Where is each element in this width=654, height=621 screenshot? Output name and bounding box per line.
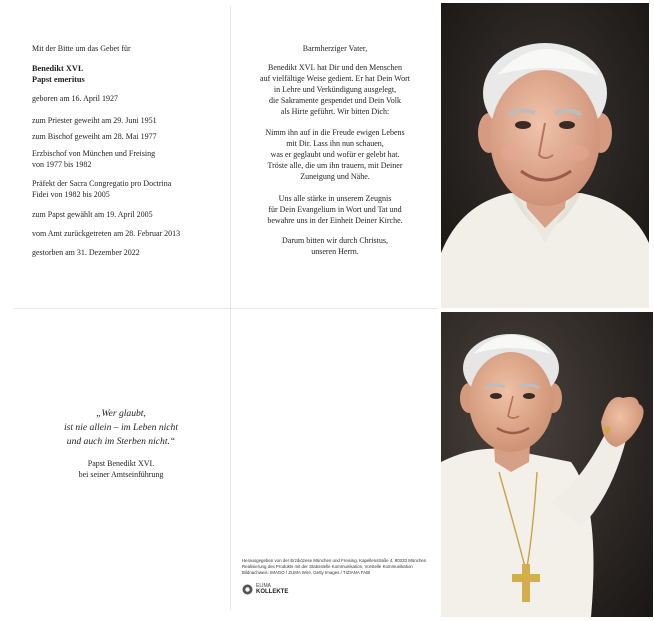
name-block [32, 63, 85, 85]
prayer-line: Zuneigung und Nähe. [300, 172, 370, 181]
prayer-paragraph-2 [232, 127, 438, 182]
bio-archbishop-years: von 1977 bis 1982 [32, 160, 92, 169]
bio-birth: geboren am 16. April 1927 [32, 94, 118, 103]
prayer-line: Tröste alle, die um ihn trauern, mit Deiner [267, 161, 403, 170]
imprint-panel [232, 312, 438, 610]
prayer-line: für Dein Evangelium in Wort und Tat und [268, 205, 402, 214]
bio-prefect: Präfekt der Sacra Congregatio pro Doctrina [32, 179, 172, 188]
prayer-heading: Barmherziger Vater, [302, 44, 368, 53]
logo-text-bottom: KOLLEKTE [256, 588, 289, 595]
prayer-line: mit Dir. Lass ihn nun schauen, [286, 139, 384, 148]
bio-died: gestorben am 31. Dezember 2022 [32, 248, 140, 257]
attribution-line: Papst Benedikt XVI. [87, 459, 155, 468]
portrait-photo [441, 3, 649, 308]
prayer-line: die Sakramente gespendet und Dein Volk [269, 96, 401, 105]
bio-resigned: vom Amt zurückgetreten am 28. Februar 2013 [32, 229, 181, 238]
prayer-line: Darum bitten wir durch Christus, [282, 236, 388, 245]
kollekte-logo [242, 584, 288, 595]
prayer-line: in Lehre und Verkündigung ausgelegt, [273, 85, 397, 94]
quote-text [14, 407, 228, 449]
imprint-line: Realisierung des Produkts mit der Stabsstelle Kommunikation, Vorstelle Kommunikation [242, 564, 413, 569]
imprint-line: Bildnachweis: IMAGO / ZUMA Wire, Getty Images / TIZIANA FABI [242, 570, 371, 575]
prayer-line: unseren Herrn. [311, 247, 359, 256]
prayer-paragraph-3 [232, 193, 438, 226]
prayer-request-intro: Mit der Bitte um das Gebet für [32, 44, 131, 53]
bio-prefect-years: Fidei von 1982 bis 2005 [32, 190, 110, 199]
prayer-panel [232, 6, 438, 304]
prayer-line: was er geglaubt und wofür er gelebt hat. [270, 150, 400, 159]
quote-line: und auch im Sterben nicht.“ [66, 436, 176, 447]
prayer-line: Benedikt XVI. hat Dir und den Menschen [268, 63, 402, 72]
portrait-illustration [441, 3, 649, 308]
logo-mark-icon [242, 584, 253, 595]
prayer-line: Nimm ihn auf in die Freude ewigen Lebens [265, 128, 405, 137]
waving-illustration [441, 312, 653, 617]
bio-bishop: zum Bischof geweiht am 28. Mai 1977 [32, 132, 157, 141]
prayer-line: bewahre uns in der Einheit Deiner Kirche. [267, 216, 403, 225]
bio-priest: zum Priester geweiht am 29. Juni 1951 [32, 116, 157, 125]
pope-name: Benedikt XVI. [32, 64, 84, 73]
waving-photo [441, 312, 653, 617]
bio-elected: zum Papst gewählt am 19. April 2005 [32, 210, 153, 219]
quote-line: „Wer glaubt, [96, 408, 146, 419]
bio-archbishop: Erzbischof von München und Freising [32, 149, 156, 158]
prayer-paragraph-4 [232, 235, 438, 257]
quote-panel [14, 312, 228, 610]
prayer-paragraph-1 [232, 62, 438, 117]
imprint-text [242, 558, 434, 576]
attribution-line: bei seiner Amtseinführung [78, 470, 164, 479]
quote-line: ist nie allein – im Leben nicht [63, 422, 179, 433]
pope-title: Papst emeritus [32, 75, 85, 84]
biography-panel [14, 6, 228, 304]
logo-text-top: ELIMA [256, 583, 272, 589]
prayer-line: als Hirte geführt. Wir bitten Dich: [280, 107, 390, 116]
card-divider-line [14, 308, 438, 309]
imprint-line: Herausgegeben von der Erzdiözese München und Freising, Kapellenstraße 4, 80333 München [242, 558, 427, 563]
quote-attribution [14, 458, 228, 480]
prayer-line: Uns alle stärke in unserem Zeugnis [278, 194, 392, 203]
prayer-line: auf vielfältige Weise gedient. Er hat Dein Wort [260, 74, 410, 83]
